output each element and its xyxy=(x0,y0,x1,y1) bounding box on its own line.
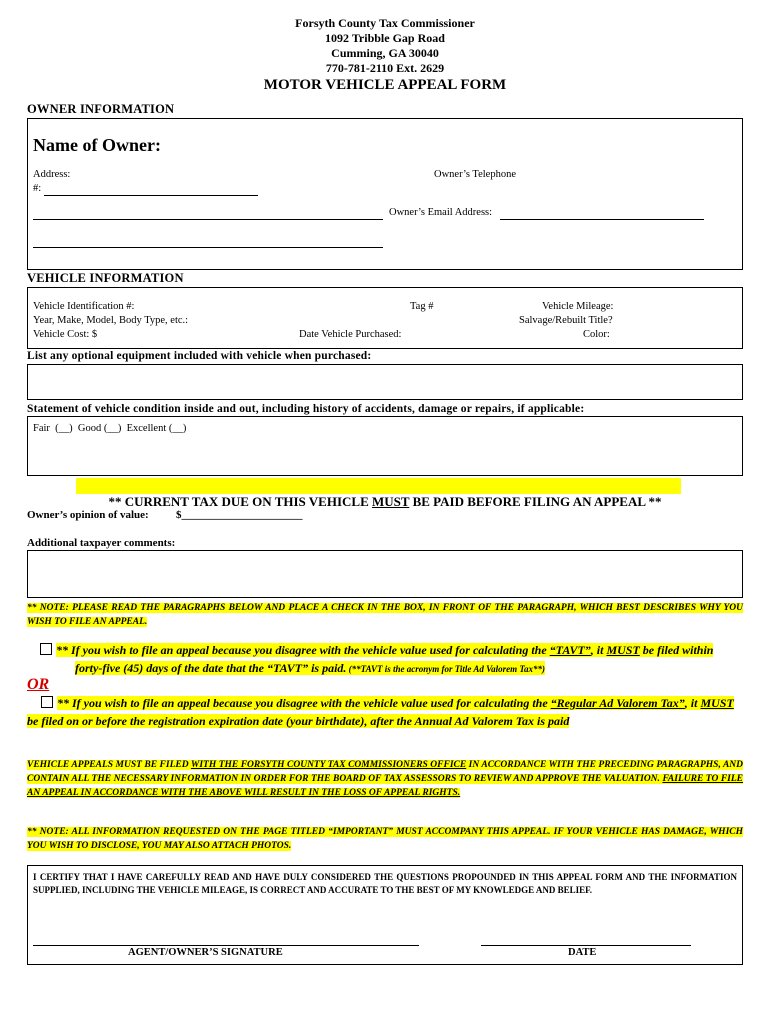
regular-part3: be filed on or before the registration expiration date (your birthdate), after the Annual Ad Valorem Tax is paid xyxy=(27,714,570,728)
opinion-value-field[interactable]: $______________________ xyxy=(176,509,303,521)
equipment-input-box[interactable] xyxy=(27,364,743,400)
opinion-label: Owner’s opinion of value: xyxy=(27,509,149,521)
owner-phone-line[interactable] xyxy=(44,195,258,196)
tavt-term: “TAVT” xyxy=(549,643,591,657)
owner-info-box xyxy=(27,118,743,270)
header-address1: 1092 Tribble Gap Road xyxy=(325,31,445,45)
header-org: Forsyth County Tax Commissioner xyxy=(295,16,475,30)
owner-email-label: Owner’s Email Address: xyxy=(389,207,493,218)
color-label: Color: xyxy=(583,329,610,340)
owner-email-line[interactable] xyxy=(500,219,704,220)
condition-input-box[interactable] xyxy=(27,416,743,476)
note1-text: ** NOTE: PLEASE READ THE PARAGRAPHS BELOW AND PLACE A CHECK IN THE BOX, IN FRONT OF THE PARAGRAPH, WHICH BEST DESCRIBES WHY YOU WISH TO FILE AN APPEAL. xyxy=(27,603,743,627)
appeals-part2: IN ACCORDANCE WITH THE PRECEDING PARAGRAPHS, AND CONTAIN ALL THE NECESSARY INFORMATION IN ORDER FOR THE BOARD OF TAX ASSESSORS TO REVIEW AND APPROVE THE VALUATION. xyxy=(27,760,743,784)
vehicle-mileage-label: Vehicle Mileage: xyxy=(542,301,614,312)
signature-line[interactable] xyxy=(33,945,419,946)
regular-ad-valorem-paragraph xyxy=(27,694,743,730)
vehicle-cost-label: Vehicle Cost: $ xyxy=(33,329,98,340)
date-label: DATE xyxy=(568,947,597,958)
banner-must: MUST xyxy=(372,494,410,509)
date-line[interactable] xyxy=(481,945,691,946)
year-make-model-label: Year, Make, Model, Body Type, etc.: xyxy=(33,315,189,326)
vin-label: Vehicle Identification #: xyxy=(33,301,135,312)
appeals-with: WITH THE FORSYTH COUNTY TAX COMMISSIONERS OFFICE xyxy=(190,760,467,770)
tavt-acronym: (**TAVT is the acronym for Title Ad Valorem Tax**) xyxy=(346,664,546,674)
owner-address-line-2[interactable] xyxy=(33,247,383,248)
regular-part2: , it xyxy=(684,696,701,710)
page-title: MOTOR VEHICLE APPEAL FORM xyxy=(263,77,507,93)
header-phone: 770-781-2110 Ext. 2629 xyxy=(325,61,445,75)
appeals-filing-paragraph xyxy=(27,758,743,800)
tavt-part3: be filed within forty-five (45) days of the date that the “TAVT” is paid. xyxy=(75,643,714,675)
tavt-part2: , it xyxy=(590,643,607,657)
regular-term: “Regular Ad Valorem Tax” xyxy=(550,696,685,710)
regular-part1: ** If you wish to file an appeal because you disagree with the vehicle value used for calculating the xyxy=(57,696,551,710)
appeals-failure: FAILURE TO FILE AN APPEAL IN ACCORDANCE WITH THE ABOVE WILL RESULT IN THE LOSS OF APPEAL RIGHTS. xyxy=(27,774,743,798)
note2-text: ** NOTE: ALL INFORMATION REQUESTED ON THE PAGE TITLED “IMPORTANT” MUST ACCOMPANY THIS APPEAL. IF YOUR VEHICLE HAS DAMAGE, WHICH YOU WISH TO DISCLOSE, YOU MAY ALSO ATTACH PHOTOS. xyxy=(27,827,743,851)
tavt-checkbox[interactable] xyxy=(40,643,52,655)
note-important-page xyxy=(27,825,743,853)
banner-suffix: BE PAID BEFORE FILING AN APPEAL ** xyxy=(409,494,662,509)
header-address2: Cumming, GA 30040 xyxy=(331,46,439,60)
owner-hash-label: #: xyxy=(33,183,42,194)
certification-box xyxy=(27,865,743,965)
equipment-label: List any optional equipment included with vehicle when purchased: xyxy=(27,350,372,362)
salvage-rebuilt-label: Salvage/Rebuilt Title? xyxy=(519,315,613,326)
date-purchased-label: Date Vehicle Purchased: xyxy=(299,329,402,340)
comments-input-box[interactable] xyxy=(27,550,743,598)
owner-section-heading: OWNER INFORMATION xyxy=(27,102,175,116)
signature-label: AGENT/OWNER’S SIGNATURE xyxy=(128,947,283,958)
condition-label: Statement of vehicle condition inside and out, including history of accidents, damage or repairs, if applicable: xyxy=(27,403,585,415)
owner-telephone-label: Owner’s Telephone xyxy=(434,169,516,180)
comments-label: Additional taxpayer comments: xyxy=(27,537,176,549)
tavt-part1: ** If you wish to file an appeal because you disagree with the vehicle value used for calculating the xyxy=(56,643,550,657)
owner-name-label: Name of Owner: xyxy=(33,135,161,155)
tavt-must: MUST xyxy=(606,643,640,657)
tag-label: Tag # xyxy=(410,301,434,312)
vehicle-info-box xyxy=(27,287,743,349)
regular-must: MUST xyxy=(700,696,734,710)
tavt-paragraph xyxy=(27,641,743,678)
owner-address-line[interactable] xyxy=(33,219,383,220)
appeals-part1: VEHICLE APPEALS MUST BE FILED xyxy=(27,760,191,770)
or-label: OR xyxy=(27,676,50,693)
owner-address-label: Address: xyxy=(33,169,71,180)
tax-due-banner xyxy=(76,478,681,509)
condition-options: Fair (__) Good (__) Excellent (__) xyxy=(33,423,187,434)
note-read-paragraphs xyxy=(27,601,743,629)
vehicle-section-heading: VEHICLE INFORMATION xyxy=(27,271,184,285)
certification-text: I CERTIFY THAT I HAVE CAREFULLY READ AND HAVE DULY CONSIDERED THE QUESTIONS PROPOUNDED IN THIS APPEAL FORM AND THE INFORMATION SUPPLIED, INCLUDING THE VEHICLE MILEAGE, IS CORRECT AND ACCURATE TO THE BEST OF MY KNOWLEDGE AND BELIEF. xyxy=(33,872,737,895)
regular-checkbox[interactable] xyxy=(41,696,53,708)
banner-prefix: ** CURRENT TAX DUE ON THIS VEHICLE xyxy=(108,494,372,509)
